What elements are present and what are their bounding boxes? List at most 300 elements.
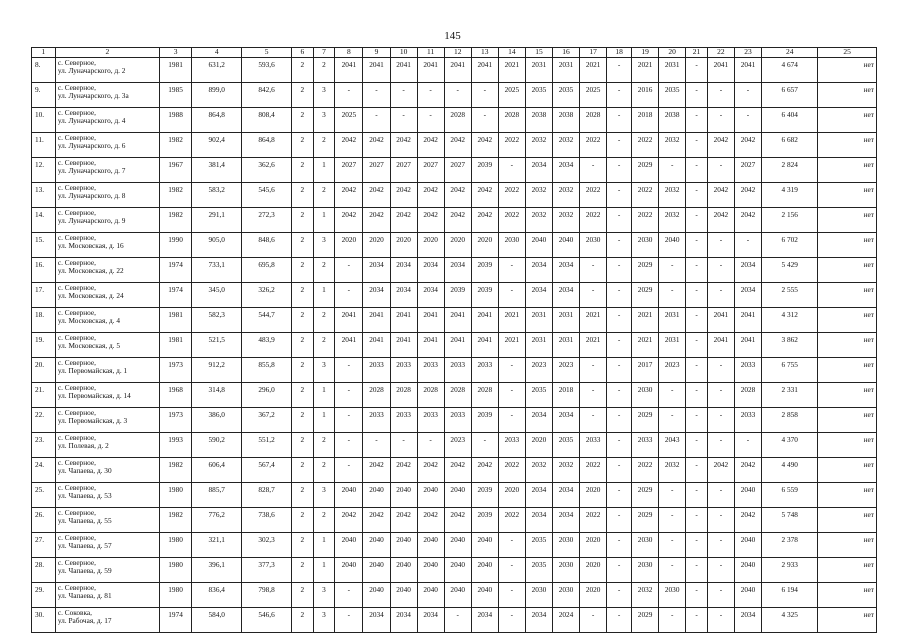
cell-col-19: 2016 [632,83,659,108]
cell-col-20: - [659,508,686,533]
cell-col-10: 2034 [390,283,417,308]
column-header-5: 5 [242,48,292,58]
cell-col-21: - [686,83,708,108]
table-row [32,358,877,383]
cell-col-17: - [580,408,607,433]
cell-col-14: 2028 [498,108,525,133]
cell-col-10: 2040 [390,483,417,508]
row-number-cell: 13. [32,183,56,208]
cell-col-12: - [444,83,471,108]
cell-col-20: - [659,283,686,308]
column-header-12: 12 [444,48,471,58]
cell-col-15: 2031 [525,58,552,83]
cell-col-15: 2034 [525,283,552,308]
cell-col-4: 321,1 [192,533,242,558]
table-row [32,183,877,208]
table-row [32,283,877,308]
cell-col-3: 1980 [159,558,192,583]
cell-col-20: - [659,483,686,508]
cell-col-8: 2040 [335,533,363,558]
cell-col-24: 2 824 [762,158,818,183]
cell-col-6: 2 [291,308,313,333]
cell-col-15: 2031 [525,308,552,333]
cell-col-10: 2034 [390,608,417,633]
cell-col-13: 2039 [471,508,498,533]
cell-col-19: 2021 [632,308,659,333]
cell-col-24: 6 194 [762,583,818,608]
cell-col-8: 2027 [335,158,363,183]
cell-col-21: - [686,258,708,283]
column-header-1: 1 [32,48,56,58]
cell-col-24: 4 490 [762,458,818,483]
address-street: ул. Луначарского, д. 7 [57,166,126,175]
address-settlement: с. Северное, [57,83,96,92]
address-settlement: с. Северное, [57,433,96,442]
cell-col-3: 1980 [159,483,192,508]
table-row [32,58,877,83]
cell-col-19: 2017 [632,358,659,383]
cell-col-13: - [471,83,498,108]
cell-col-7: 1 [313,533,335,558]
cell-col-21: - [686,233,708,258]
cell-col-25: нет [818,258,877,283]
cell-col-16: 2034 [553,283,580,308]
address-cell [55,408,159,433]
address-cell [55,508,159,533]
cell-col-4: 912,2 [192,358,242,383]
cell-col-24: 2 378 [762,533,818,558]
address-street: ул. Чапаева, д. 30 [57,466,112,475]
cell-col-12: 2020 [444,233,471,258]
cell-col-25: нет [818,558,877,583]
cell-col-9: - [363,83,390,108]
cell-col-16: 2034 [553,408,580,433]
address-street: ул. Первомайская, д. 3 [57,416,128,425]
cell-col-13: 2042 [471,183,498,208]
cell-col-21: - [686,58,708,83]
cell-col-25: нет [818,208,877,233]
cell-col-13: 2040 [471,583,498,608]
cell-col-9: 2033 [363,358,390,383]
cell-col-20: 2031 [659,333,686,358]
cell-col-20: 2032 [659,458,686,483]
column-header-7: 7 [313,48,335,58]
cell-col-23: 2040 [734,558,761,583]
cell-col-23: 2040 [734,533,761,558]
cell-col-25: нет [818,58,877,83]
cell-col-4: 899,0 [192,83,242,108]
cell-col-16: 2030 [553,558,580,583]
cell-col-14: - [498,558,525,583]
cell-col-17: - [580,358,607,383]
address-street: ул. Первомайская, д. 1 [57,366,128,375]
cell-col-22: - [707,83,734,108]
cell-col-24: 2 555 [762,283,818,308]
cell-col-8: 2042 [335,183,363,208]
cell-col-23: 2034 [734,258,761,283]
row-number-cell: 30. [32,608,56,633]
cell-col-16: 2038 [553,108,580,133]
cell-col-22: 2042 [707,133,734,158]
cell-col-8: - [335,433,363,458]
address-street: ул. Луначарского, д. 8 [57,191,126,200]
cell-col-6: 2 [291,408,313,433]
cell-col-24: 4 325 [762,608,818,633]
column-header-24: 24 [762,48,818,58]
cell-col-21: - [686,358,708,383]
cell-col-7: 1 [313,383,335,408]
cell-col-23: 2033 [734,358,761,383]
cell-col-23: 2040 [734,483,761,508]
cell-col-11: 2034 [417,283,444,308]
row-number-cell: 8. [32,58,56,83]
cell-col-21: - [686,558,708,583]
cell-col-6: 2 [291,358,313,383]
cell-col-20: 2030 [659,583,686,608]
cell-col-24: 5 429 [762,258,818,283]
cell-col-9: 2034 [363,608,390,633]
cell-col-7: 2 [313,458,335,483]
cell-col-14: 2025 [498,83,525,108]
cell-col-9: 2034 [363,283,390,308]
cell-col-18: - [607,58,632,83]
cell-col-9: 2040 [363,558,390,583]
cell-col-19: 2029 [632,258,659,283]
cell-col-5: 296,0 [242,383,292,408]
cell-col-17: 2022 [580,508,607,533]
cell-col-13: 2039 [471,283,498,308]
cell-col-20: 2031 [659,308,686,333]
cell-col-17: 2028 [580,108,607,133]
cell-col-17: 2030 [580,233,607,258]
cell-col-18: - [607,458,632,483]
cell-col-3: 1985 [159,83,192,108]
cell-col-19: 2022 [632,183,659,208]
cell-col-3: 1981 [159,58,192,83]
column-header-19: 19 [632,48,659,58]
table-row [32,333,877,358]
cell-col-12: 2041 [444,58,471,83]
cell-col-25: нет [818,283,877,308]
address-cell [55,558,159,583]
cell-col-3: 1982 [159,508,192,533]
cell-col-6: 2 [291,458,313,483]
cell-col-5: 738,6 [242,508,292,533]
cell-col-16: 2034 [553,508,580,533]
cell-col-3: 1982 [159,183,192,208]
cell-col-9: 2033 [363,408,390,433]
cell-col-5: 798,8 [242,583,292,608]
table-row [32,433,877,458]
cell-col-15: 2034 [525,408,552,433]
cell-col-20: - [659,258,686,283]
cell-col-4: 606,4 [192,458,242,483]
address-cell [55,483,159,508]
cell-col-4: 885,7 [192,483,242,508]
cell-col-14: 2021 [498,333,525,358]
cell-col-24: 6 702 [762,233,818,258]
cell-col-10: 2020 [390,233,417,258]
cell-col-8: 2040 [335,483,363,508]
cell-col-7: 2 [313,133,335,158]
cell-col-17: 2021 [580,333,607,358]
cell-col-19: 2029 [632,608,659,633]
address-street: ул. Чапаева, д. 81 [57,591,112,600]
cell-col-18: - [607,508,632,533]
table-row [32,508,877,533]
cell-col-21: - [686,533,708,558]
cell-col-6: 2 [291,58,313,83]
cell-col-5: 848,6 [242,233,292,258]
cell-col-5: 545,6 [242,183,292,208]
cell-col-9: - [363,108,390,133]
cell-col-23: 2033 [734,408,761,433]
cell-col-20: - [659,383,686,408]
row-number-cell: 19. [32,333,56,358]
cell-col-24: 6 682 [762,133,818,158]
cell-col-22: 2042 [707,458,734,483]
cell-col-5: 544,7 [242,308,292,333]
cell-col-23: 2041 [734,58,761,83]
cell-col-4: 631,2 [192,58,242,83]
cell-col-11: 2034 [417,258,444,283]
row-number-cell: 29. [32,583,56,608]
cell-col-6: 2 [291,208,313,233]
row-number-cell: 15. [32,233,56,258]
cell-col-21: - [686,333,708,358]
cell-col-17: 2020 [580,533,607,558]
cell-col-20: - [659,608,686,633]
cell-col-19: 2022 [632,458,659,483]
cell-col-24: 3 862 [762,333,818,358]
cell-col-18: - [607,358,632,383]
cell-col-17: - [580,383,607,408]
cell-col-16: 2032 [553,133,580,158]
cell-col-6: 2 [291,283,313,308]
cell-col-21: - [686,408,708,433]
table-row [32,233,877,258]
cell-col-18: - [607,133,632,158]
cell-col-10: 2027 [390,158,417,183]
address-settlement: с. Северное, [57,583,96,592]
cell-col-8: 2040 [335,558,363,583]
cell-col-5: 593,6 [242,58,292,83]
cell-col-19: 2029 [632,283,659,308]
cell-col-19: 2029 [632,508,659,533]
cell-col-17: 2021 [580,308,607,333]
cell-col-15: 2035 [525,533,552,558]
cell-col-18: - [607,183,632,208]
cell-col-15: 2032 [525,458,552,483]
cell-col-5: 842,6 [242,83,292,108]
cell-col-8: - [335,358,363,383]
cell-col-6: 2 [291,508,313,533]
cell-col-14: - [498,533,525,558]
address-settlement: с. Северное, [57,483,96,492]
address-cell [55,608,159,633]
cell-col-21: - [686,433,708,458]
cell-col-17: 2025 [580,83,607,108]
cell-col-11: 2042 [417,133,444,158]
column-header-17: 17 [580,48,607,58]
cell-col-25: нет [818,358,877,383]
cell-col-14: - [498,408,525,433]
cell-col-15: 2020 [525,433,552,458]
address-settlement: с. Северное, [57,258,96,267]
column-header-11: 11 [417,48,444,58]
cell-col-11: 2034 [417,608,444,633]
cell-col-5: 551,2 [242,433,292,458]
cell-col-12: 2033 [444,358,471,383]
cell-col-25: нет [818,83,877,108]
cell-col-12: 2042 [444,508,471,533]
cell-col-11: 2041 [417,308,444,333]
cell-col-13: 2039 [471,483,498,508]
cell-col-4: 905,0 [192,233,242,258]
cell-col-16: 2031 [553,58,580,83]
cell-col-4: 582,3 [192,308,242,333]
cell-col-7: 3 [313,233,335,258]
cell-col-15: 2023 [525,358,552,383]
address-street: ул. Чапаева, д. 55 [57,516,112,525]
cell-col-10: 2040 [390,583,417,608]
cell-col-25: нет [818,183,877,208]
cell-col-20: 2043 [659,433,686,458]
cell-col-12: 2023 [444,433,471,458]
cell-col-22: - [707,483,734,508]
cell-col-24: 6 657 [762,83,818,108]
address-settlement: с. Северное, [57,158,96,167]
cell-col-7: 2 [313,433,335,458]
column-header-15: 15 [525,48,552,58]
cell-col-22: 2041 [707,58,734,83]
cell-col-20: 2032 [659,208,686,233]
cell-col-15: 2035 [525,383,552,408]
cell-col-15: 2034 [525,508,552,533]
column-number-row [32,48,877,58]
cell-col-23: 2041 [734,308,761,333]
cell-col-23: - [734,108,761,133]
cell-col-15: 2034 [525,608,552,633]
cell-col-14: 2022 [498,458,525,483]
row-number-cell: 16. [32,258,56,283]
cell-col-15: 2040 [525,233,552,258]
cell-col-16: 2032 [553,208,580,233]
cell-col-21: - [686,483,708,508]
cell-col-10: 2041 [390,308,417,333]
address-cell [55,258,159,283]
cell-col-4: 902,4 [192,133,242,158]
cell-col-21: - [686,508,708,533]
cell-col-24: 2 858 [762,408,818,433]
cell-col-16: 2032 [553,183,580,208]
housing-repair-schedule-table [31,47,877,633]
cell-col-16: 2032 [553,458,580,483]
cell-col-12: 2028 [444,383,471,408]
address-street: ул. Чапаева, д. 57 [57,541,112,550]
cell-col-19: 2029 [632,158,659,183]
address-cell [55,158,159,183]
cell-col-18: - [607,258,632,283]
cell-col-8: - [335,408,363,433]
cell-col-16: 2018 [553,383,580,408]
cell-col-16: 2034 [553,158,580,183]
cell-col-5: 567,4 [242,458,292,483]
cell-col-4: 590,2 [192,433,242,458]
cell-col-17: - [580,158,607,183]
cell-col-18: - [607,533,632,558]
cell-col-22: - [707,233,734,258]
cell-col-11: 2040 [417,483,444,508]
address-street: ул. Луначарского, д. 3а [57,91,129,100]
cell-col-7: 3 [313,483,335,508]
cell-col-15: 2034 [525,158,552,183]
column-header-13: 13 [471,48,498,58]
cell-col-23: 2040 [734,583,761,608]
cell-col-14: 2022 [498,208,525,233]
cell-col-7: 1 [313,558,335,583]
cell-col-5: 828,7 [242,483,292,508]
cell-col-7: 2 [313,333,335,358]
cell-col-19: 2021 [632,333,659,358]
cell-col-12: 2040 [444,558,471,583]
cell-col-6: 2 [291,183,313,208]
cell-col-10: 2033 [390,408,417,433]
cell-col-5: 377,3 [242,558,292,583]
cell-col-23: 2042 [734,208,761,233]
cell-col-15: 2038 [525,108,552,133]
cell-col-13: 2034 [471,608,498,633]
cell-col-11: 2040 [417,558,444,583]
cell-col-11: 2042 [417,208,444,233]
address-settlement: с. Северное, [57,508,96,517]
cell-col-23: - [734,83,761,108]
cell-col-22: 2041 [707,333,734,358]
cell-col-3: 1968 [159,383,192,408]
cell-col-7: 2 [313,258,335,283]
cell-col-18: - [607,558,632,583]
cell-col-22: - [707,608,734,633]
cell-col-4: 584,0 [192,608,242,633]
address-settlement: с. Северное, [57,233,96,242]
cell-col-21: - [686,133,708,158]
cell-col-22: - [707,283,734,308]
cell-col-24: 2 331 [762,383,818,408]
cell-col-23: - [734,433,761,458]
column-header-2: 2 [55,48,159,58]
table-row [32,483,877,508]
address-street: ул. Московская, д. 16 [57,241,124,250]
address-street: ул. Московская, д. 5 [57,341,120,350]
cell-col-3: 1988 [159,108,192,133]
address-cell [55,108,159,133]
cell-col-15: 2032 [525,208,552,233]
cell-col-11: 2041 [417,58,444,83]
cell-col-11: - [417,433,444,458]
address-settlement: с. Северное, [57,558,96,567]
cell-col-4: 733,1 [192,258,242,283]
address-settlement: с. Северное, [57,208,96,217]
cell-col-10: 2042 [390,508,417,533]
address-settlement: с. Северное, [57,283,96,292]
cell-col-20: - [659,558,686,583]
cell-col-24: 2 156 [762,208,818,233]
address-cell [55,183,159,208]
cell-col-10: - [390,433,417,458]
cell-col-7: 2 [313,308,335,333]
cell-col-11: 2027 [417,158,444,183]
cell-col-11: 2033 [417,408,444,433]
